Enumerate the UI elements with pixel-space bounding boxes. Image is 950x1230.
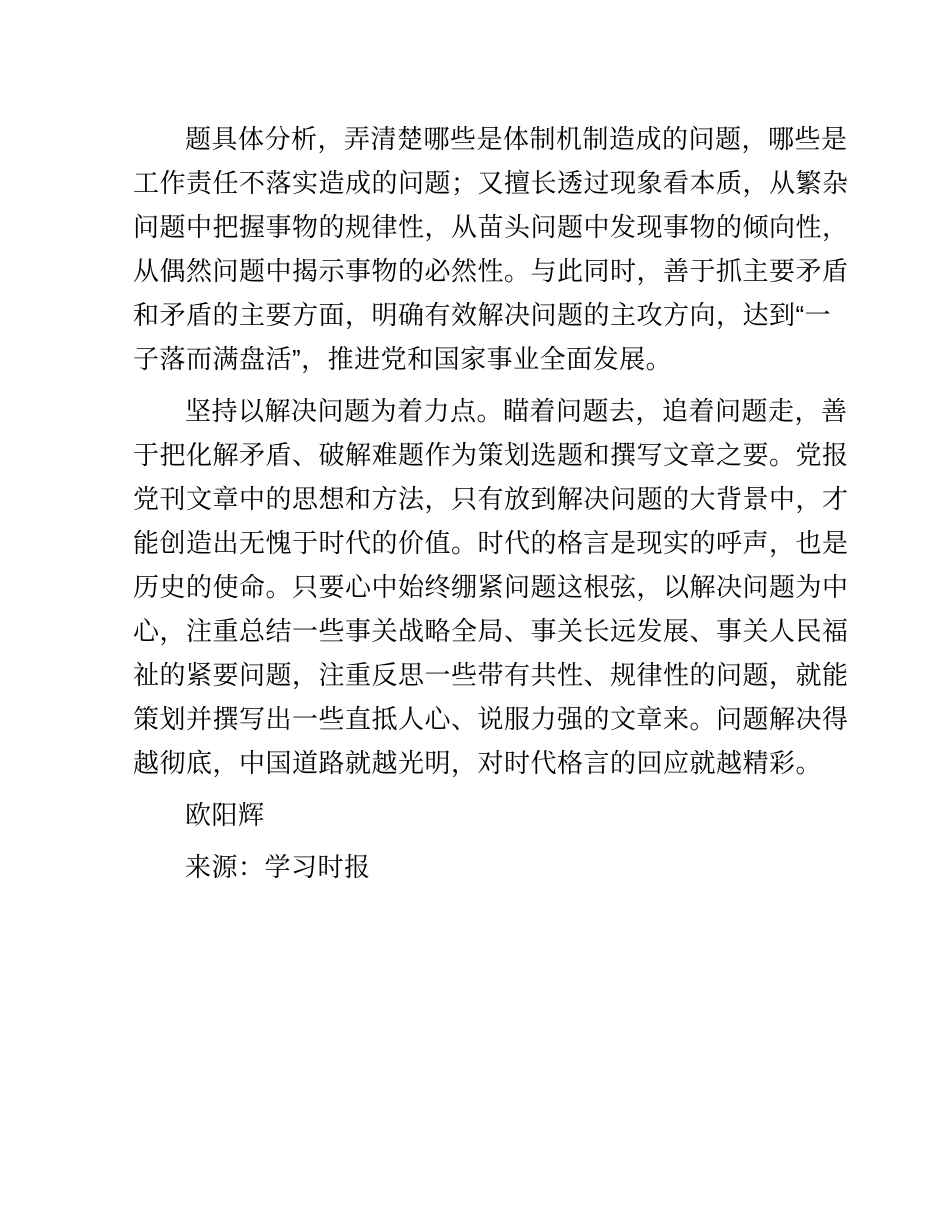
text-line: 子落而满盘活”，推进党和国家事业全面发展。	[133, 344, 673, 374]
text-line: 祉的紧要问题，注重反思一些带有共性、规律性的问题，就能	[133, 660, 849, 690]
text-line: 来源：学习时报	[185, 852, 371, 882]
text-line: 从偶然问题中揭示事物的必然性。与此同时，善于抓主要矛盾	[133, 256, 849, 286]
source-line	[133, 845, 845, 889]
text-line: 坚持以解决问题为着力点。瞄着问题去，追着问题走，善	[185, 396, 848, 426]
body-paragraph-1	[133, 117, 849, 381]
text-line: 和矛盾的主要方面，明确有效解决问题的主攻方向，达到“一	[133, 300, 832, 330]
text-line: 欧阳辉	[185, 800, 265, 830]
text-line: 策划并撰写出一些直抵人心、说服力强的文章来。问题解决得	[133, 704, 849, 734]
text-line: 心，注重总结一些事关战略全局、事关长远发展、事关人民福	[133, 616, 849, 646]
text-line: 工作责任不落实造成的问题；又擅长透过现象看本质，从繁杂	[133, 168, 849, 198]
text-line: 越彻底，中国道路就越光明，对时代格言的回应就越精彩。	[133, 748, 823, 778]
text-line: 问题中把握事物的规律性，从苗头问题中发现事物的倾向性，	[133, 212, 849, 242]
author-line	[133, 793, 845, 837]
text-line: 能创造出无愧于时代的价值。时代的格言是现实的呼声，也是	[133, 528, 849, 558]
text-line: 于把化解矛盾、破解难题作为策划选题和撰写文章之要。党报	[133, 440, 849, 470]
text-line: 题具体分析，弄清楚哪些是体制机制造成的问题，哪些是	[185, 124, 848, 154]
document-content	[133, 117, 849, 897]
text-line: 历史的使命。只要心中始终绷紧问题这根弦，以解决问题为中	[133, 572, 849, 602]
text-line: 党刊文章中的思想和方法，只有放到解决问题的大背景中，才	[133, 484, 849, 514]
body-paragraph-2	[133, 389, 849, 785]
